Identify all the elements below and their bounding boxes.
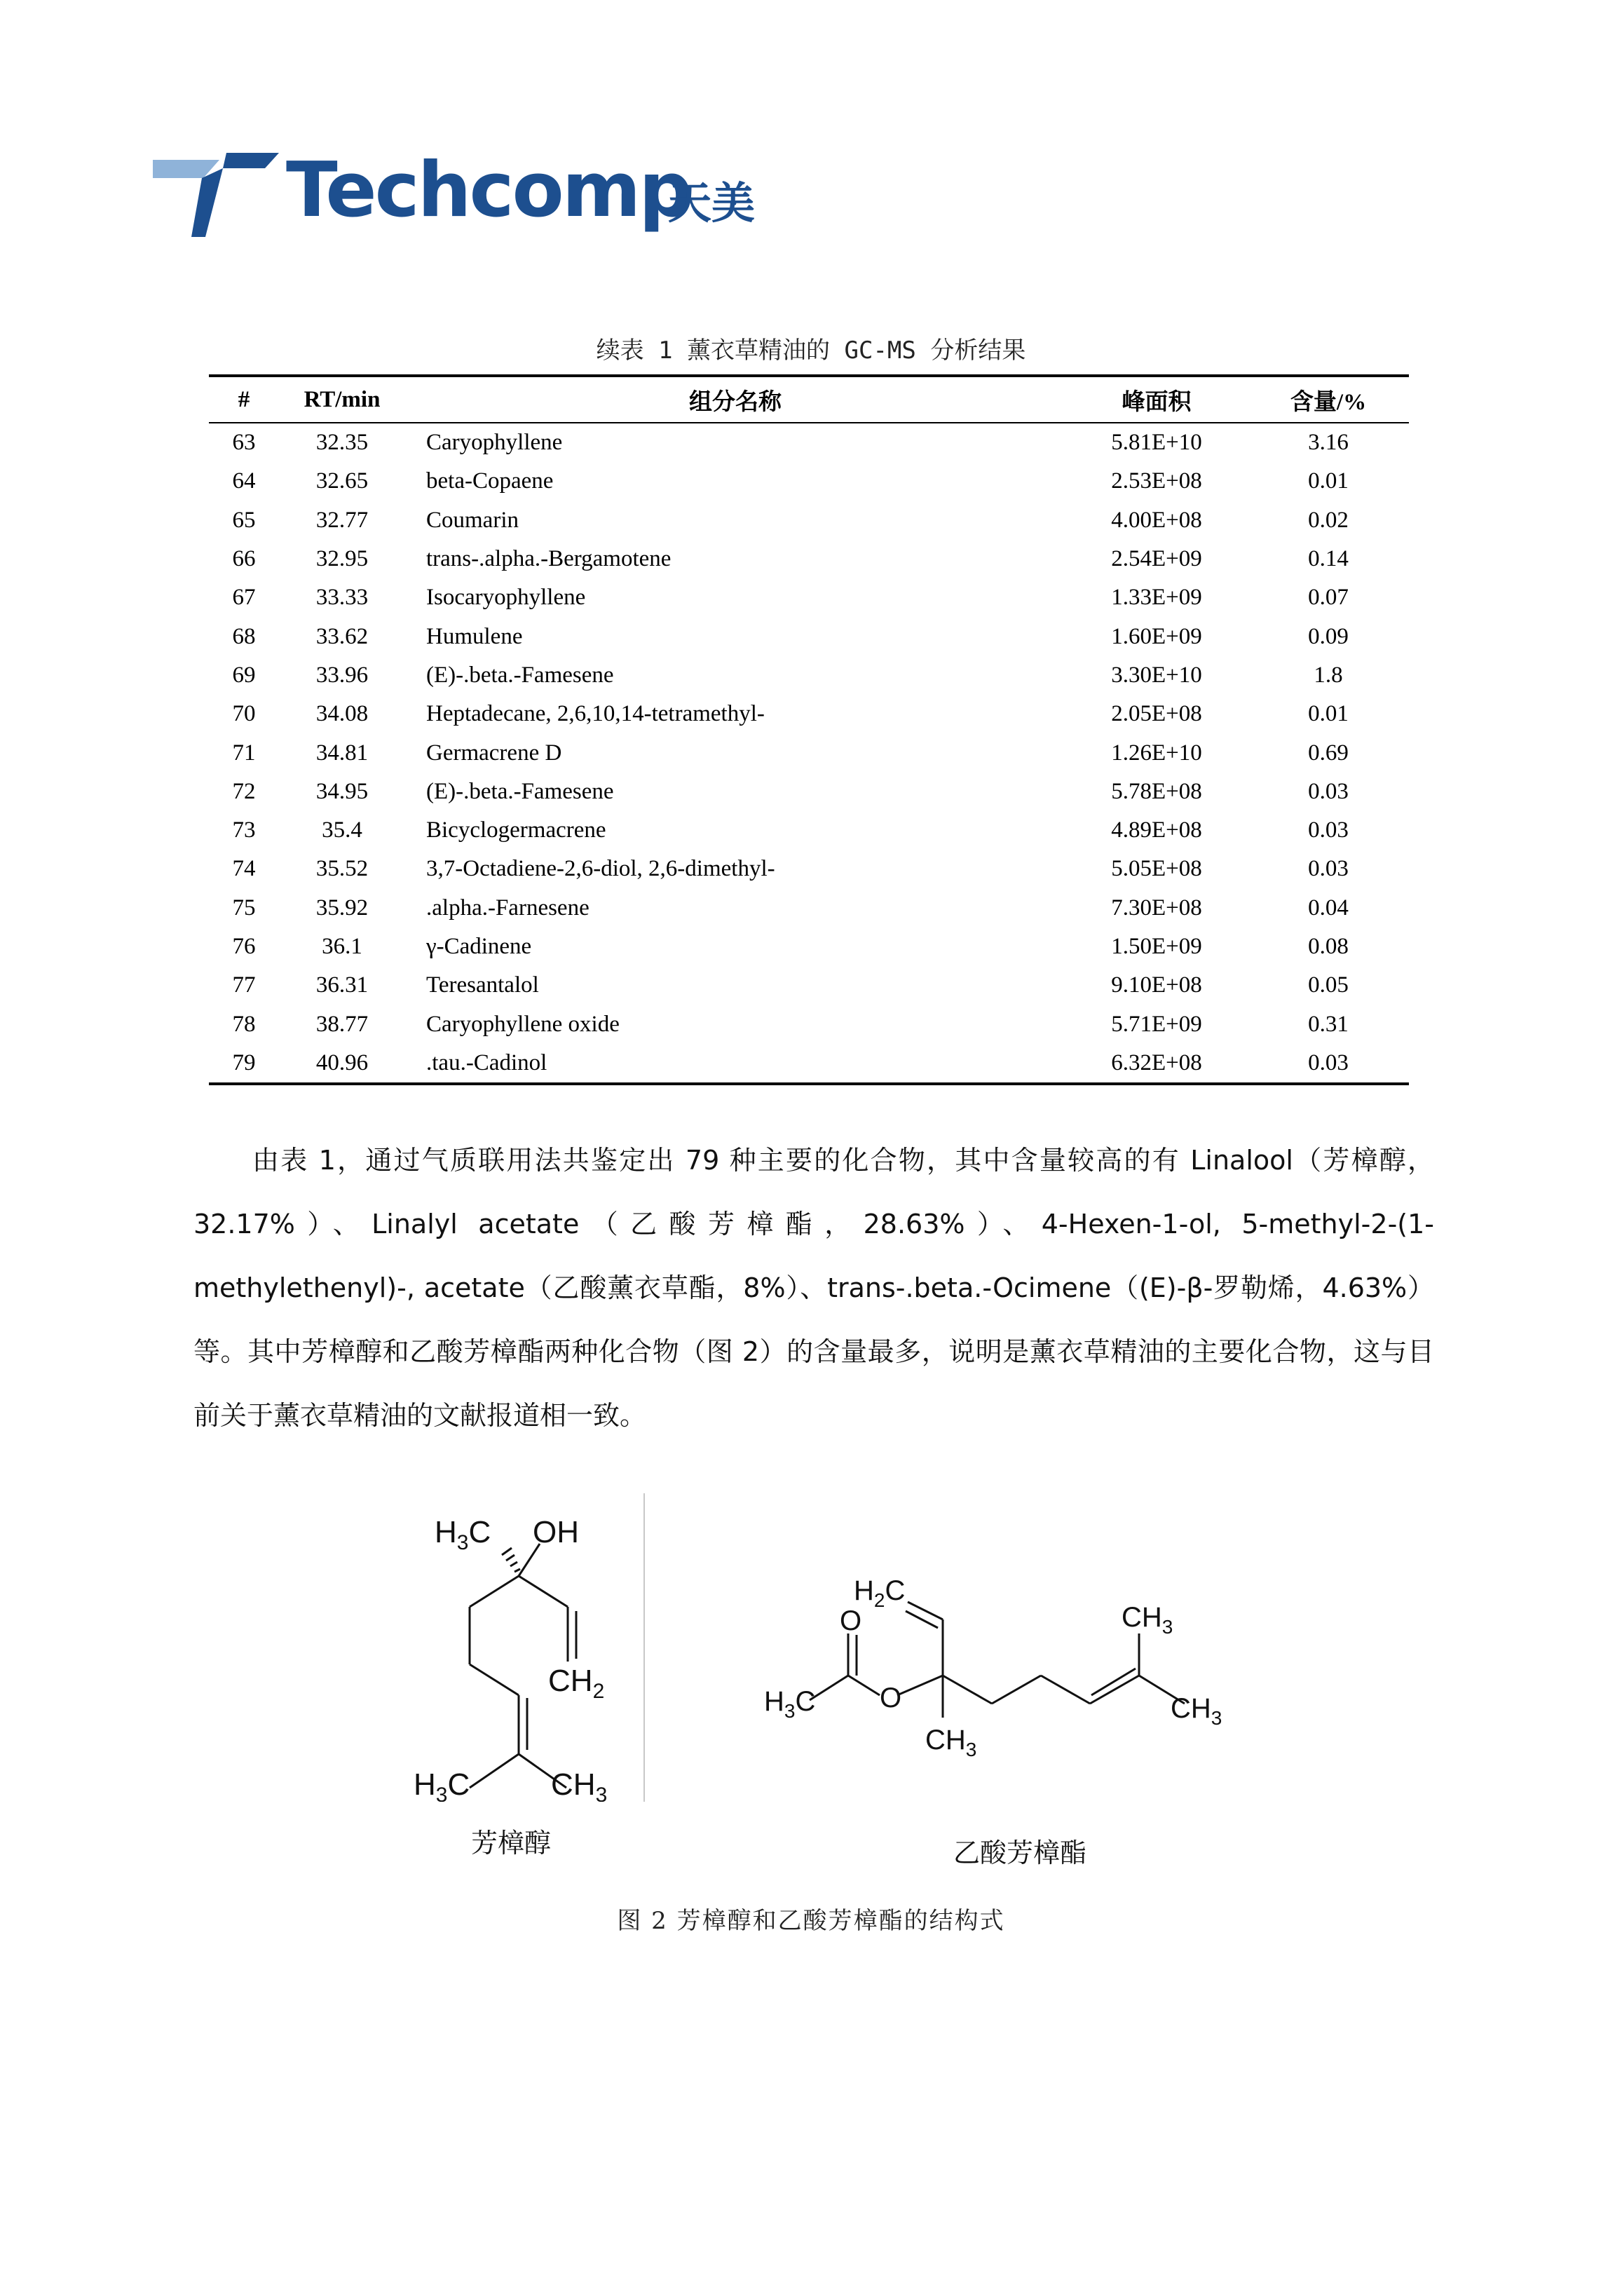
cell-index: 69 [232, 662, 256, 688]
cell-content: 0.09 [1308, 623, 1349, 649]
cell-index: 75 [232, 895, 256, 921]
figure-caption: 图 2 芳樟醇和乙酸芳樟酯的结构式 [617, 1907, 1005, 1935]
cell-content: 0.03 [1248, 1044, 1409, 1084]
table-row [209, 540, 1409, 578]
cell-rt: 34.81 [315, 740, 369, 766]
table-row [209, 889, 1409, 928]
cell-index: 65 [232, 507, 256, 533]
cell-content: 0.01 [1308, 701, 1349, 727]
svg-text:CH3: $CH_3$ [925, 1725, 977, 1760]
svg-text:O: O [840, 1605, 862, 1636]
svg-text:CH3: $CH_3$ [1171, 1693, 1222, 1729]
cell-area: 3.30E+10 [1111, 662, 1202, 688]
table-row [209, 501, 1409, 540]
cell-rt: 40.96 [279, 1044, 405, 1084]
linalool-structure [364, 1493, 659, 1802]
cell-rt: 35.52 [315, 856, 369, 882]
cell-rt: 32.65 [315, 468, 369, 494]
cell-area: 5.71E+09 [1111, 1011, 1202, 1037]
cell-name: 3,7-Octadiene-2,6-diol, 2,6-dimethyl- [426, 856, 775, 882]
cell-name: Caryophyllene [426, 430, 563, 456]
col-header-name: 组分名称 [405, 376, 1065, 423]
table-row [209, 578, 1409, 617]
cell-content: 1.8 [1314, 662, 1343, 688]
cell-name: Coumarin [426, 507, 519, 533]
cell-rt: 34.08 [315, 701, 369, 727]
table-row [209, 966, 1409, 1005]
table-row [209, 928, 1409, 966]
cell-index: 71 [232, 740, 256, 766]
cell-rt: 33.33 [315, 585, 369, 611]
cell-rt: 33.96 [315, 662, 369, 688]
cell-name: .tau.-Cadinol [405, 1044, 1065, 1084]
table-row [209, 617, 1409, 655]
cell-content: 0.03 [1308, 778, 1349, 804]
cell-content: 0.05 [1308, 972, 1349, 998]
table-row [209, 656, 1409, 695]
cell-content: 0.08 [1308, 934, 1349, 959]
svg-text:OH: OH [533, 1515, 579, 1549]
cell-index: 76 [232, 934, 256, 959]
table-row [209, 695, 1409, 733]
cell-name: .alpha.-Farnesene [426, 895, 589, 921]
cell-content: 3.16 [1308, 430, 1349, 456]
cell-name: γ-Cadinene [426, 934, 532, 959]
cell-name: Bicyclogermacrene [426, 817, 606, 843]
cell-name: Humulene [426, 623, 523, 649]
table-row [209, 773, 1409, 811]
col-header-area: 峰面积 [1065, 376, 1248, 423]
table-row [209, 811, 1409, 850]
cell-area: 2.05E+08 [1111, 701, 1202, 727]
svg-text:CH2: $CH_2$ [548, 1664, 605, 1703]
cell-area: 2.53E+08 [1111, 468, 1202, 494]
cell-index: 73 [232, 817, 256, 843]
cell-rt: 36.1 [322, 934, 362, 959]
cell-rt: 33.62 [315, 623, 369, 649]
linalool-label: 芳樟醇 [471, 1828, 552, 1859]
cell-content: 0.03 [1308, 856, 1349, 882]
svg-text:H2C: $H_2C$ [854, 1575, 906, 1611]
cell-name: Teresantalol [426, 972, 539, 998]
cell-area: 9.10E+08 [1111, 972, 1202, 998]
svg-text:H3C: $H_3C$ [435, 1515, 491, 1554]
linalyl-acetate-structure [750, 1570, 1283, 1809]
cell-rt: 36.31 [315, 972, 369, 998]
cell-area: 5.81E+10 [1111, 430, 1202, 456]
table-row [209, 850, 1409, 888]
svg-text:H3C: $H_3C$ [414, 1767, 470, 1802]
col-header-content: 含量/% [1248, 376, 1409, 423]
cell-rt: 34.95 [315, 778, 369, 804]
cell-area: 4.00E+08 [1111, 507, 1202, 533]
body-paragraph: 由表 1，通过气质联用法共鉴定出 79 种主要的化合物，其中含量较高的有 Linalool（芳樟醇，32.17%）、Linalyl acetate（乙酸芳樟酯，28.63%）、4-Hexen-1-ol, 5-methyl-2-(1-methylethenyl)-, acetate（乙酸薰衣草酯，8%）、trans-.beta.-Ocimene（(E)-β-罗勒烯，4.63%）等。其中芳樟醇和乙酸芳樟酯两种化合物（图 2）的含量最多，说明是薰衣草精油的主要化合物，这与目前关于薰衣草精油的文献报道相一致。 [193, 1145, 1434, 1431]
table-row [209, 462, 1409, 501]
table-caption: 续表 1 薰衣草精油的 GC-MS 分析结果 [596, 337, 1026, 365]
cell-content: 0.01 [1308, 468, 1349, 494]
cell-content: 0.14 [1308, 546, 1349, 572]
cell-area: 1.26E+10 [1111, 740, 1202, 766]
cell-rt: 35.4 [322, 817, 362, 843]
linalyl-acetate-label: 乙酸芳樟酯 [953, 1838, 1087, 1868]
svg-text:CH3: $CH_3$ [1122, 1602, 1173, 1638]
logo-wordmark: Techcomp [286, 147, 691, 234]
cell-index: 67 [232, 585, 256, 611]
cell-index: 77 [232, 972, 256, 998]
cell-area: 2.54E+09 [1111, 546, 1202, 572]
svg-text:CH3: $CH_3$ [551, 1767, 608, 1802]
table-row [209, 423, 1409, 462]
cell-area: 1.33E+09 [1111, 585, 1202, 611]
svg-text:H3C: $H_3C$ [764, 1686, 816, 1722]
cell-index: 74 [232, 856, 256, 882]
cell-area: 4.89E+08 [1111, 817, 1202, 843]
cell-content: 0.02 [1308, 507, 1349, 533]
cell-index: 70 [232, 701, 256, 727]
table-header-row [209, 376, 1409, 423]
gcms-table [209, 374, 1409, 1085]
cell-rt: 35.92 [315, 895, 369, 921]
cell-content: 0.03 [1308, 817, 1349, 843]
cell-name: Caryophyllene oxide [426, 1011, 620, 1037]
techcomp-logo [153, 147, 784, 245]
structure-divider [643, 1493, 645, 1802]
cell-content: 0.31 [1308, 1011, 1349, 1037]
cell-name: trans-.alpha.-Bergamotene [426, 546, 672, 572]
cell-name: (E)-.beta.-Famesene [426, 662, 614, 688]
col-header-index: # [209, 376, 279, 423]
cell-area: 5.78E+08 [1111, 778, 1202, 804]
cell-index: 72 [232, 778, 256, 804]
svg-text:O: O [880, 1683, 902, 1713]
cell-name: Heptadecane, 2,6,10,14-tetramethyl- [426, 701, 765, 727]
cell-content: 0.04 [1308, 895, 1349, 921]
cell-index: 68 [232, 623, 256, 649]
logo-mark-icon [153, 147, 286, 238]
table-row [209, 1005, 1409, 1043]
cell-area: 1.60E+09 [1111, 623, 1202, 649]
cell-name: beta-Copaene [426, 468, 554, 494]
table-row [209, 1044, 1409, 1084]
cell-name: Germacrene D [426, 740, 562, 766]
cell-content: 0.07 [1308, 585, 1349, 611]
table-row [209, 733, 1409, 772]
cell-name: Isocaryophyllene [426, 585, 586, 611]
logo-chinese: 天美 [668, 177, 756, 229]
cell-rt: 38.77 [315, 1011, 369, 1037]
cell-index: 78 [232, 1011, 256, 1037]
cell-area: 5.05E+08 [1111, 856, 1202, 882]
cell-area: 6.32E+08 [1065, 1044, 1248, 1084]
cell-name: (E)-.beta.-Famesene [426, 778, 614, 804]
cell-rt: 32.77 [315, 507, 369, 533]
cell-rt: 32.95 [315, 546, 369, 572]
col-header-rt: RT/min [279, 376, 405, 423]
cell-index: 79 [209, 1044, 279, 1084]
cell-content: 0.69 [1308, 740, 1349, 766]
cell-index: 66 [232, 546, 256, 572]
cell-index: 64 [232, 468, 256, 494]
cell-rt: 32.35 [315, 430, 369, 456]
cell-index: 63 [232, 430, 256, 456]
cell-area: 1.50E+09 [1111, 934, 1202, 959]
cell-area: 7.30E+08 [1111, 895, 1202, 921]
